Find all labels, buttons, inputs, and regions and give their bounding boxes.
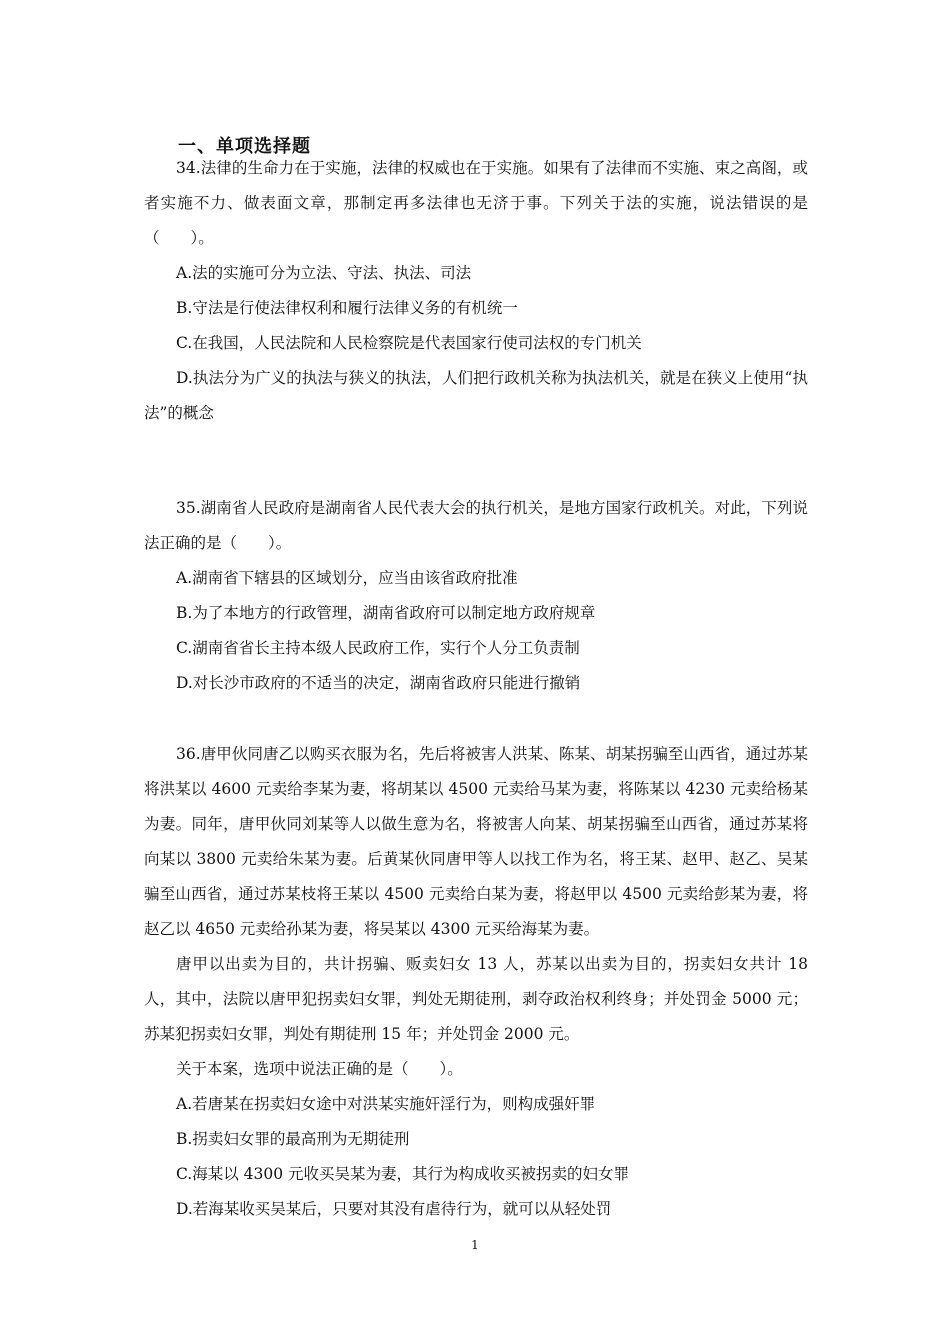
option-c: C.海某以 4300 元收买吴某为妻，其行为构成收买被拐卖的妇女罪 <box>176 1165 630 1183</box>
option-d: D.对长沙市政府的不适当的决定，湖南省政府只能进行撤销 <box>176 674 581 692</box>
option-d: D.执法分为广义的执法与狭义的执法，人们把行政机关称为执法机关，就是在狭义上使用“执法”的概念 <box>144 369 808 422</box>
option-a: A.法的实施可分为立法、守法、执法、司法 <box>176 264 472 282</box>
option-b: B.拐卖妇女罪的最高刑为无期徒刑 <box>176 1130 410 1148</box>
option-a: A.湖南省下辖县的区域划分，应当由该省政府批准 <box>176 569 518 587</box>
option-b: B.为了本地方的行政管理，湖南省政府可以制定地方政府规章 <box>176 604 596 622</box>
option-c: C.在我国，人民法院和人民检察院是代表国家行使司法权的专门机关 <box>176 334 642 352</box>
question-35 <box>144 491 808 701</box>
question-stem: 34.法律的生命力在于实施，法律的权威也在于实施。如果有了法律而不实施、束之高阁，或者实施不力、做表面文章，那制定再多法律也无济于事。下列关于法的实施，说法错误的是（ ）。 <box>144 159 808 247</box>
section-title: 一、单项选择题 <box>178 136 311 157</box>
question-prompt: 关于本案，选项中说法正确的是（ ）。 <box>176 1060 463 1078</box>
question-case-paragraph: 唐甲以出卖为目的，共计拐骗、贩卖妇女 13 人，苏某以出卖为目的，拐卖妇女共计 18 人，其中，法院以唐甲犯拐卖妇女罪，判处无期徒刑，剥夺政治权利终身；并处罚金 5000 元；苏某犯拐卖妇女罪，判处有期徒刑 15 年；并处罚金 2000 元。 <box>144 955 808 1043</box>
question-36 <box>144 737 808 1227</box>
option-d: D.若海某收买吴某后，只要对其没有虐待行为，就可以从轻处罚 <box>176 1200 612 1218</box>
option-b: B.守法是行使法律权利和履行法律义务的有机统一 <box>176 299 518 317</box>
option-a: A.若唐某在拐卖妇女途中对洪某实施奸淫行为，则构成强奸罪 <box>176 1095 596 1113</box>
question-stem: 35.湖南省人民政府是湖南省人民代表大会的执行机关，是地方国家行政机关。对此，下列说法正确的是（ ）。 <box>144 499 808 552</box>
question-case-paragraph: 36.唐甲伙同唐乙以购买衣服为名，先后将被害人洪某、陈某、胡某拐骗至山西省，通过苏某将洪某以 4600 元卖给李某为妻，将胡某以 4500 元卖给马某为妻，将陈某以 4230 元卖给杨某为妻。同年，唐甲伙同刘某等人以做生意为名，将被害人向某、胡某拐骗至山西省，通过苏某将向某以 3800 元卖给朱某为妻。后黄某伙同唐甲等人以找工作为名，将王某、赵甲、赵乙、吴某骗至山西省，通过苏某枝将王某以 4500 元卖给白某为妻，将赵甲以 4500 元卖给彭某为妻，将赵乙以 4650 元卖给孙某为妻，将吴某以 4300 元买给海某为妻。 <box>144 745 808 938</box>
question-34 <box>144 151 808 431</box>
page-number: 1 <box>471 1238 479 1252</box>
option-c: C.湖南省省长主持本级人民政府工作，实行个人分工负责制 <box>176 639 580 657</box>
